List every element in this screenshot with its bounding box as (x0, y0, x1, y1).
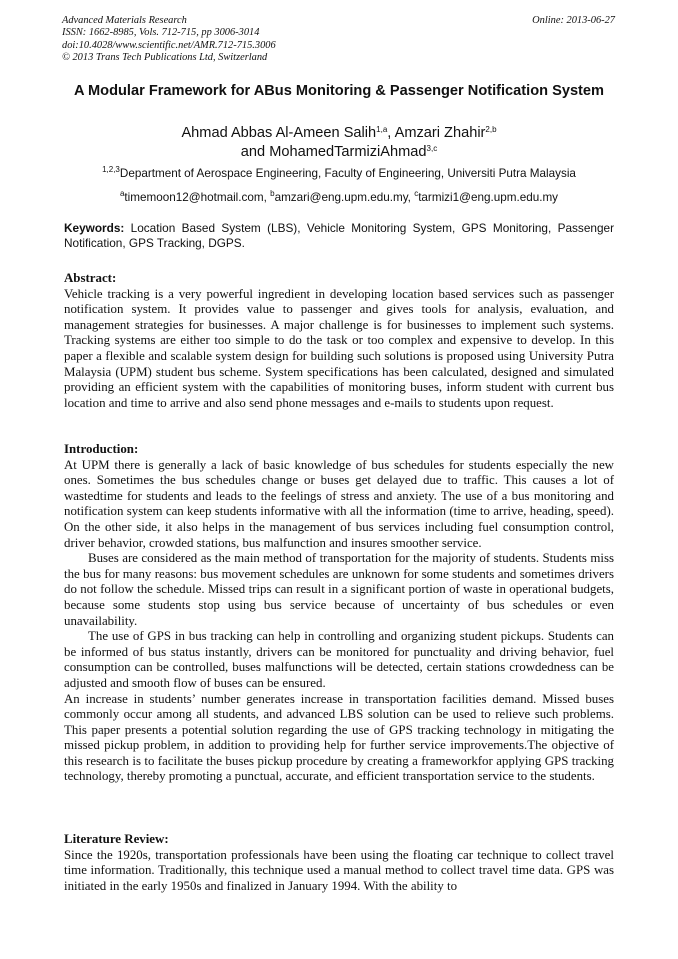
author-name: MohamedTarmiziAhmad (269, 144, 427, 160)
literature-heading: Literature Review: (64, 832, 169, 846)
author-name: Amzari Zhahir (394, 125, 486, 141)
email-marker: a (119, 189, 125, 198)
author-list (64, 124, 614, 162)
author-marker: 2,b (485, 125, 497, 134)
keywords (64, 221, 614, 251)
abstract-heading: Abstract: (64, 271, 117, 285)
affiliation-marker: 1,2,3 (102, 165, 120, 174)
author-separator: , (387, 125, 395, 141)
journal-header (62, 15, 276, 64)
email-list (64, 190, 614, 205)
paragraph: The use of GPS in bus tracking can help in controlling and organizing student pickups. Students can be informed of bus status instantly, drivers can be monitored for punctuality and driving behavior, fuel consumption can be controlled, buses malfunctions will be detected, certain stations crowdedness can be adjusted and smooth flow of buses can be ensured. (64, 629, 614, 690)
email-marker: b (270, 189, 275, 198)
abstract-text: Vehicle tracking is a very powerful ingredient in developing location based services such as passenger notification system. It provides value to passenger and gives tools for analysis, evaluation, and management strategies for businesses. A major challenge is for businesses to implement such systems. Tracking systems are either too simple to do the task or too complex and expensive to develop. In this paper a flexible and scalable system design for building such solutions is proposed using University Putra Malaysia (UPM) student bus scheme. System specifications has been calculated, designed and simulated providing an efficient system with the capabilities of monitoring buses, inform student with current bus location and time to arrive and also send phone messages and e-mails to students upon request. (64, 286, 614, 410)
email-address: amzari@eng.upm.edu.my, (274, 191, 415, 204)
author-marker: 1,a (376, 125, 388, 134)
author-marker: 3,c (426, 144, 438, 153)
email-address: tarmizi1@eng.upm.edu.my (418, 191, 559, 204)
copyright-line: © 2013 Trans Tech Publications Ltd, Switzerland (62, 51, 268, 63)
introduction-heading: Introduction: (64, 442, 139, 456)
affiliation-text: Department of Aerospace Engineering, Faculty of Engineering, Universiti Putra Malaysia (119, 167, 576, 180)
introduction-section (64, 442, 614, 785)
issn-line: ISSN: 1662-8985, Vols. 712-715, pp 3006-3014 (62, 27, 260, 39)
author-conjunction: and (240, 144, 270, 160)
keywords-label: Keywords: (64, 221, 125, 235)
affiliation (64, 166, 614, 181)
keywords-text: Location Based System (LBS), Vehicle Monitoring System, GPS Monitoring, Passenger Notification, GPS Tracking, DGPS. (64, 221, 614, 250)
author-name: Ahmad Abbas Al-Ameen Salih (181, 125, 377, 141)
paper-title: A Modular Framework for ABus Monitoring & Passenger Notification System (73, 83, 605, 99)
paragraph: Buses are considered as the main method of transportation for the majority of students. Students miss the bus for many reasons: bus movement schedules are unknown for some students and sometimes drivers do not follow the schedule. Missed trips can result in a significant portion of waste in operational budgets, because some students stop using bus service because of uncertainty of bus schedules or even unavailability. (64, 551, 614, 628)
journal-name: Advanced Materials Research (62, 15, 187, 26)
email-address: timemoon12@hotmail.com, (124, 191, 271, 204)
paragraph: Since the 1920s, transportation professionals have been using the floating car technique to collect travel time information. Traditionally, this technique used a manual method to collect travel time data. GPS was initiated in the early 1950s and finalized in January 1994. With the ability to (64, 847, 614, 893)
paragraph: At UPM there is generally a lack of basic knowledge of bus schedules for students especially the new ones. Sometimes the bus schedules change or buses get delayed due to traffic. This causes a lot of wastedtime for students and leads to the feelings of stress and anxiety. The use of a bus monitoring and notification system can keep students informative with all the information (time to arrive, heading, speed). On the other side, it also helps in the management of bus services including fuel consumption control, driver behavior, crowded stations, bus malfunction and insures smoother service. (64, 457, 614, 550)
online-date: Online: 2013-06-27 (532, 15, 615, 26)
doi-line: doi:10.4028/www.scientific.net/AMR.712-715.3006 (62, 39, 276, 51)
abstract-section (64, 271, 614, 411)
email-marker: c (414, 189, 419, 198)
literature-section (64, 832, 614, 894)
paragraph: An increase in students’ number generates increase in transportation facilities demand. Missed buses commonly occur among all students, and advanced LBS solution can be used to relieve such problems. This paper presents a potential solution regarding the use of GPS tracking technology in mitigating the missed pickup problem, in addition to providing help for further service improvements.The objective of this research is to facilitate the buses pickup procedure by creating a frameworkfor applying GPS tracking technology, thereby promoting a punctual, accurate, and efficient transportation service to the students. (64, 691, 614, 784)
